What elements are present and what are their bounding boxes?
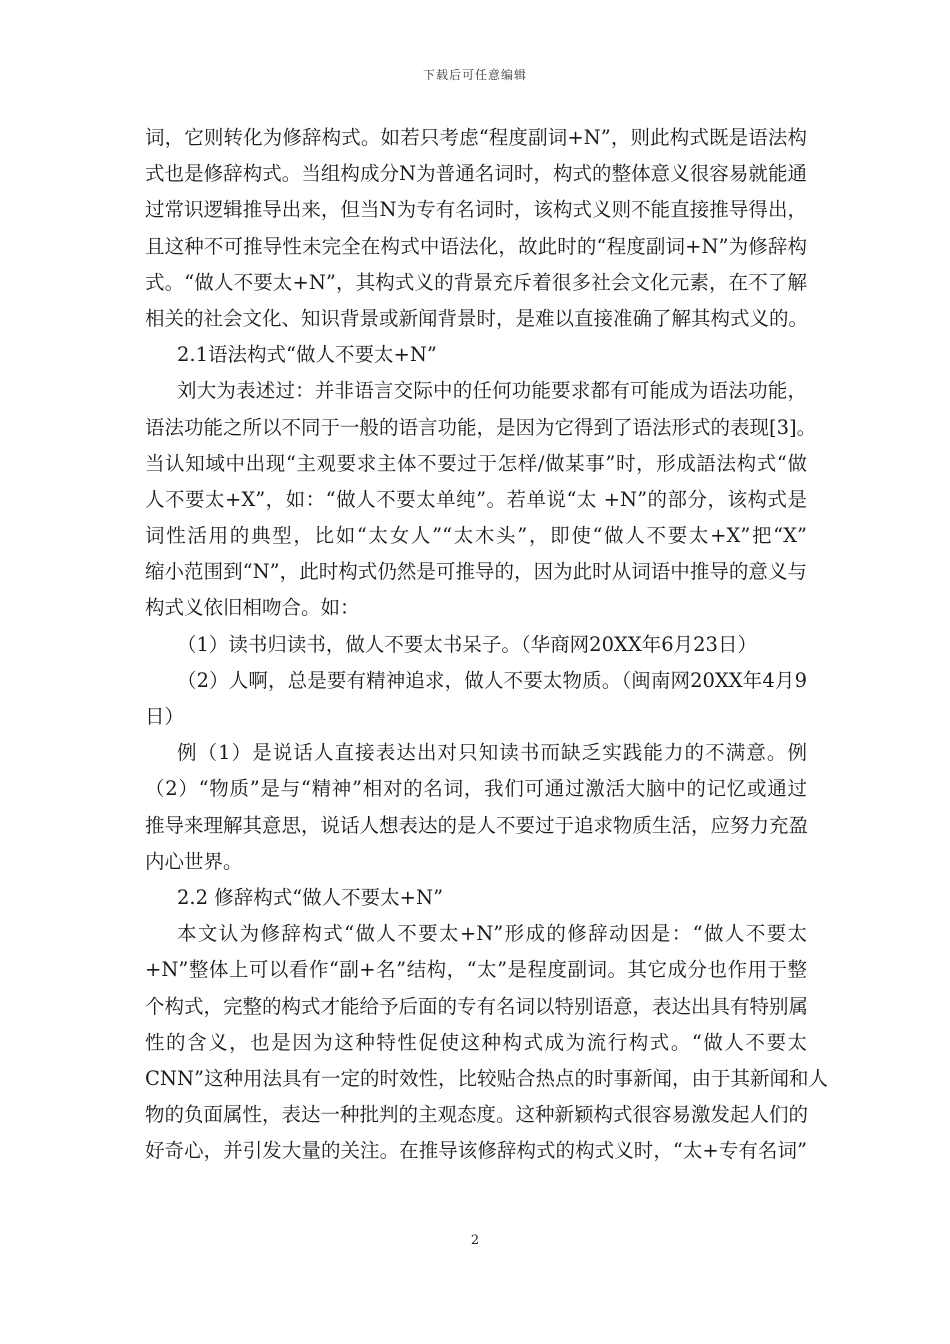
body-text-line: 语法功能之所以不同于一般的语言功能，是因为它得到了语法形式的表现[3]。 <box>145 415 817 439</box>
body-text-line: 当认知域中出现“主观要求主体不要过于怎样/做某事”时，形成語法构式“做 <box>145 451 807 475</box>
body-text-line: 性的含义，也是因为这种特性促使这种构式成为流行构式。“做人不要太 <box>145 1030 807 1054</box>
body-text-line: 式也是修辞构式。当组构成分N为普通名词时，构式的整体意义很容易就能通 <box>145 162 807 186</box>
body-text-line: 日） <box>145 705 185 728</box>
body-text-line: 本文认为修辞构式“做人不要太+N”形成的修辞动因是：“做人不要太 <box>177 922 807 946</box>
body-text-line: （2）人啊，总是要有精神追求，做人不要太物质。（闽南网20XX年4月9 <box>177 668 807 692</box>
body-text-line: 人不要太+X”，如：“做人不要太单纯”。若单说“太 +N”的部分，该构式是 <box>145 487 807 511</box>
body-text-line: +N”整体上可以看作“副+名”结构，“太”是程度副词。其它成分也作用于整 <box>145 958 807 982</box>
body-text-line: 刘大为表述过：并非语言交际中的任何功能要求都有可能成为语法功能， <box>177 379 807 403</box>
body-text-line: 物的负面属性，表达一种批判的主观态度。这种新颖构式很容易激发起人们的 <box>145 1103 809 1127</box>
body-text-line: 词，它则转化为修辞构式。如若只考虑“程度副词+N”，则此构式既是语法构 <box>145 126 807 149</box>
body-text-line: （1）读书归读书，做人不要太书呆子。（华商网20XX年6月23日） <box>177 632 757 656</box>
body-text-line: 个构式，完整的构式才能给予后面的专有名词以特别语意，表达出具有特别属 <box>145 994 809 1018</box>
body-text-line: 内心世界。 <box>145 849 243 873</box>
body-text-line: 例（1）是说话人直接表达出对只知读书而缺乏实践能力的不满意。例 <box>177 741 807 765</box>
body-text-line: 好奇心，并引发大量的关注。在推导该修辞构式的构式义时，“太+专有名词” <box>145 1139 807 1163</box>
body-text-line: 推导来理解其意思，说话人想表达的是人不要过于追求物质生活，应努力充盈 <box>145 813 809 837</box>
page-number: 2 <box>470 1233 480 1248</box>
body-text-line: 2.1语法构式“做人不要太+N” <box>177 343 437 367</box>
body-text-line: 构式义依旧相吻合。如： <box>145 596 360 620</box>
document-body <box>145 120 829 1169</box>
body-text-line: 缩小范围到“N”，此时构式仍然是可推导的，因为此时从词语中推导的意义与 <box>145 560 807 584</box>
body-text-line: 且这种不可推导性未完全在构式中语法化，故此时的“程度副词+N”为修辞构 <box>145 234 807 258</box>
body-text-line: 相关的社会文化、知识背景或新闻背景时，是难以直接准确了解其构式义的。 <box>145 306 809 330</box>
body-text-line: 过常识逻辑推导出来，但当N为专有名词时，该构式义则不能直接推导得出， <box>145 198 807 222</box>
body-text-line: 词性活用的典型，比如“太女人”“太木头”，即使“做人不要太+X”把“X” <box>145 524 807 548</box>
body-text-line: （2）“物质”是与“精神”相对的名词，我们可通过激活大脑中的记忆或通过 <box>145 777 807 801</box>
page-header-note: 下载后可任意编辑 <box>422 68 527 82</box>
body-text-line: CNN”这种用法具有一定的时效性，比较贴合热点的时事新闻，由于其新闻和人 <box>145 1066 829 1090</box>
body-text-line: 式。“做人不要太+N”，其构式义的背景充斥着很多社会文化元素，在不了解 <box>145 270 807 294</box>
body-text-line: 2.2 修辞构式“做人不要太+N” <box>177 885 444 909</box>
